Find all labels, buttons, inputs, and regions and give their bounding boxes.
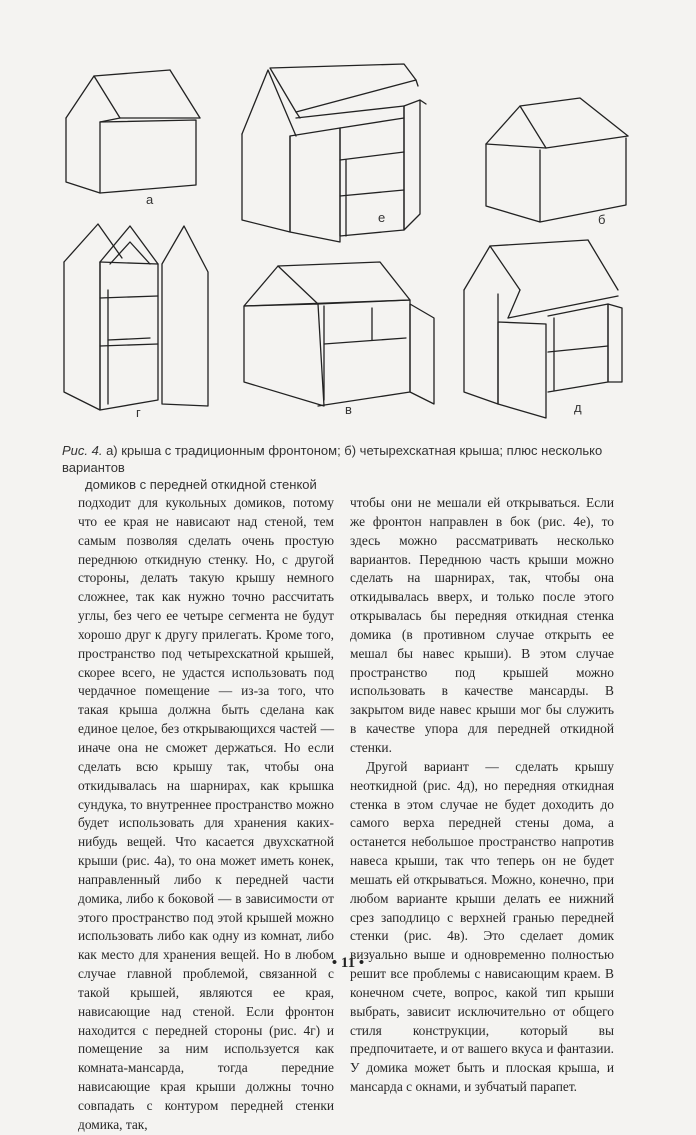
figure-label-v: в [345, 402, 352, 417]
caption-lead: Рис. 4. [62, 443, 103, 458]
figure-label-g: г [136, 405, 141, 420]
right-paragraph-2: Другой вариант — сделать крышу неоткидной (рис. 4д), но передняя откидная стенка в этом случае не будет доходить до самого верха передней стены дома, а останется небольшое пространство напротив навеса крыши, так что теперь он не будет мешать ей открываться. Можно, конечно, при любом варианте крыши делать ее нижний срез заподлицо с верхней гранью передней стенки (рис. 4в). Это сделает домик визуально выше и одновременно полностью решит все проблемы с нависающим краем. В конечном счете, вопрос, какой тип крыши выбрать, зависит исключительно от общего стиля конструкции, который вы предпочитаете, и от вашего вкуса и фантазии. У домика может быть и плоская крыша, и мансарда с окнами, и зубчатый парапет. [350, 758, 614, 1095]
figure-label-a: а [146, 192, 154, 207]
figure-label-d: д [574, 400, 582, 415]
caption-line2: домиков с передней откидной стенкой [85, 477, 317, 492]
figure-caption [62, 442, 642, 493]
caption-line1: а) крыша с традиционным фронтоном; б) четырехскатная крыша; плюс несколько вариантов [62, 443, 603, 475]
figure-label-b: б [598, 212, 606, 227]
text-column-left [78, 494, 334, 1135]
figure-label-e: е [378, 210, 386, 225]
text-column-right [350, 494, 614, 1097]
page-number: • 11 • [331, 955, 365, 971]
left-paragraph-1: подходит для кукольных домиков, потому что ее края не нависают над стеной, тем самым позволяя сделать очень простую переднюю откидную стенку. Но, с другой стороны, делать такую крышу немного сложнее, так как нужно точно рассчитать углы, без чего ее четыре сегмента не будут хорошо друг к другу прилегать. Кроме того, пространство под четырехскатной крышей, скорее всего, не удастся использовать под чердачное помещение — из-за того, что такая крыша должна быть сделана как единое целое, без открывающихся частей — иначе она не сможет держаться. Но если сделать всю крышу так, чтобы она откидывалась на шарнирах, как крышка сундука, то внутреннее пространство можно будет использовать для хранения каких-нибудь вещей. Что касается двухскатной крыши (рис. 4а), то она может иметь конек, направленный либо к передней части домика, либо к боковой — в зависимости от этого пространство под этой крышей можно использовать либо как одну из комнат, либо как место для хранения вещей. Но в любом случае главной проблемой, связанной с такой крышей, являются ее края, нависающие над стеной. Если фронтон находится с передней стороны (рис. 4г) и помещение за ним используется как комната-мансарда, тогда передние нависающие края крыши должны точно совпадать с контуром передней стенки домика, так, [78, 495, 334, 1132]
house-d-left-door [498, 322, 546, 418]
right-paragraph-1: чтобы они не мешали ей открываться. Если же фронтон направлен в бок (рис. 4е), то здесь можно рассматривать несколько вариантов. Переднюю часть крыши можно сделать на шарнирах, так, чтобы она откидывалась вверх, и только после этого открывалась бы передняя откидная стенка домика (в противном случае открыть ее мешал бы навес крыши). В этом случае пространство под крышей можно использовать в качестве мансарды. В закрытом виде навес крыши мог бы служить в качестве упора для передней откидной стенки. [350, 495, 614, 755]
house-d-right-door [608, 304, 622, 382]
figure-house-d [0, 0, 696, 440]
